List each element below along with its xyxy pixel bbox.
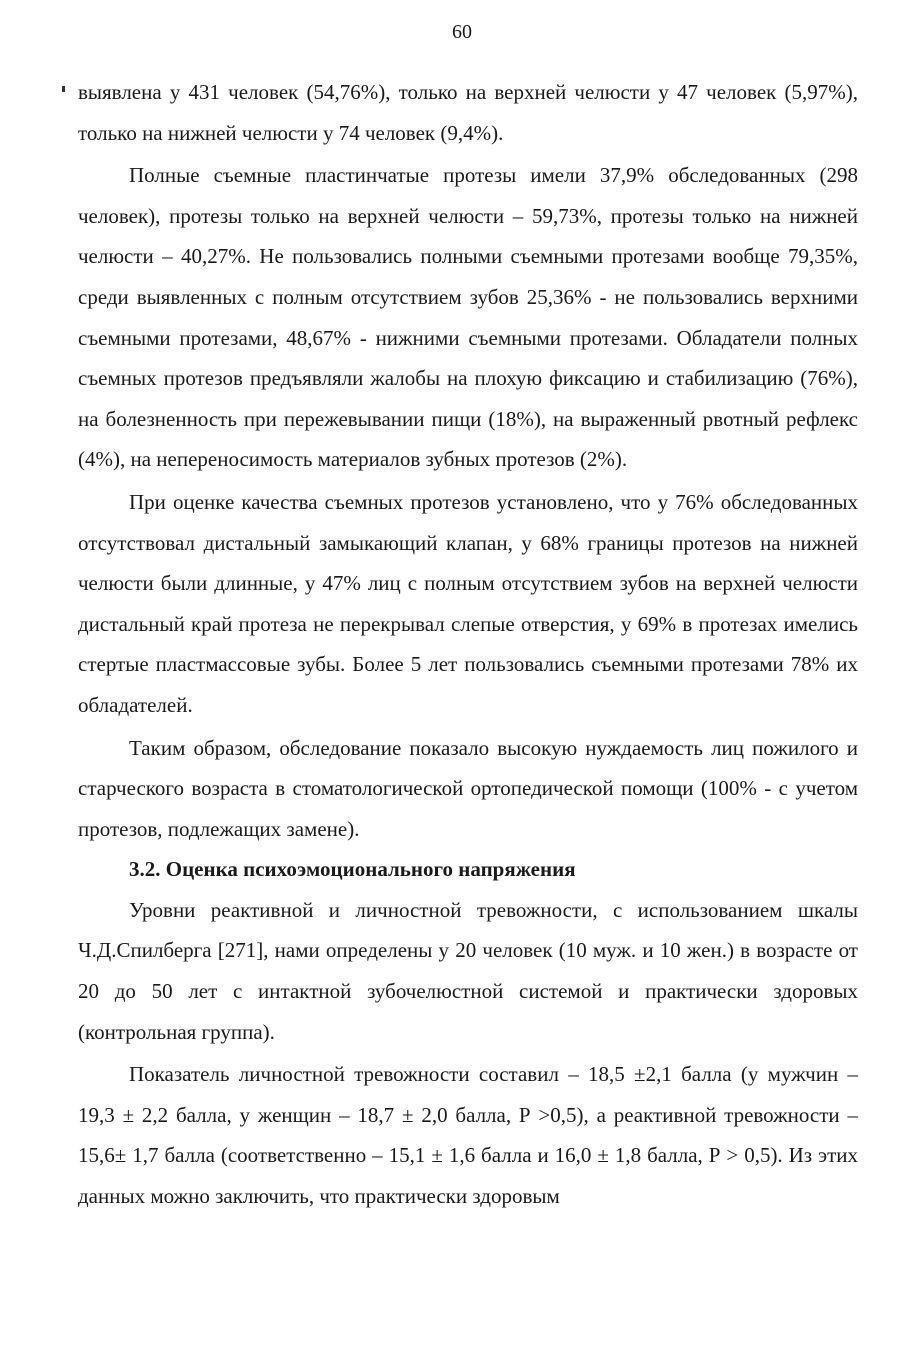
- margin-mark: [62, 86, 65, 92]
- section-heading: 3.2. Оценка психоэмоционального напряжения: [129, 857, 576, 882]
- paragraph-anxiety-results: Показатель личностной тревожности составил – 18,5 ±2,1 балла (у мужчин – 19,3 ± 2,2 балла, у женщин – 18,7 ± 2,0 балла, Р >0,5), а реактивной тревожности – 15,6± 1,7 балла (соответственно – 15,1 ± 1,6 балла и 16,0 ± 1,8 балла, Р > 0,5). Из этих данных можно заключить, что практически здоровым: [78, 1062, 858, 1209]
- paragraph-conclusion: Таким образом, обследование показало высокую нуждаемость лиц пожилого и старческого возраста в стоматологической ортопедической помощи (100% - с учетом протезов, подлежащих замене).: [78, 735, 858, 841]
- paragraph-quality-assessment: При оценке качества съемных протезов установлено, что у 76% обследованных отсутствовал дистальный замыкающий клапан, у 68% границы протезов на нижней челюсти были длинные, у 47% лиц с полным отсутствием зубов на верхней челюсти дистальный край протеза не перекрывал слепые отверстия, у 69% в протезах имелись стертые пластмассовые зубы. Более 5 лет пользовались съемными протезами 78% их обладателей.: [78, 489, 858, 717]
- page-number: 60: [452, 21, 472, 43]
- paragraph-anxiety-levels: Уровни реактивной и личностной тревожности, с использованием шкалы Ч.Д.Спилберга [271], нами определены у 20 человек (10 муж. и 10 жен.) в возрасте от 20 до 50 лет с интактной зубочелюстной системой и практически здоровых (контрольная группа).: [78, 897, 858, 1044]
- paragraph-dentures: Полные съемные пластинчатые протезы имели 37,9% обследованных (298 человек), протезы только на верхней челюсти – 59,73%, протезы только на нижней челюсти – 40,27%. Не пользовались полными съемными протезами вообще 79,35%, среди выявленных с полным отсутствием зубов 25,36% - не пользовались верхними съемными протезами, 48,67% - нижними съемными протезами. Обладатели полных съемных протезов предъявляли жалобы на плохую фиксацию и стабилизацию (76%), на болезненность при пережевывании пищи (18%), на выраженный рвотный рефлекс (4%), на непереносимость материалов зубных протезов (2%).: [78, 163, 858, 472]
- paragraph-continuation: выявлена у 431 человек (54,76%), только на верхней челюсти у 47 человек (5,97%), только на нижней челюсти у 74 человек (9,4%).: [78, 80, 858, 145]
- document-body: [78, 72, 858, 1217]
